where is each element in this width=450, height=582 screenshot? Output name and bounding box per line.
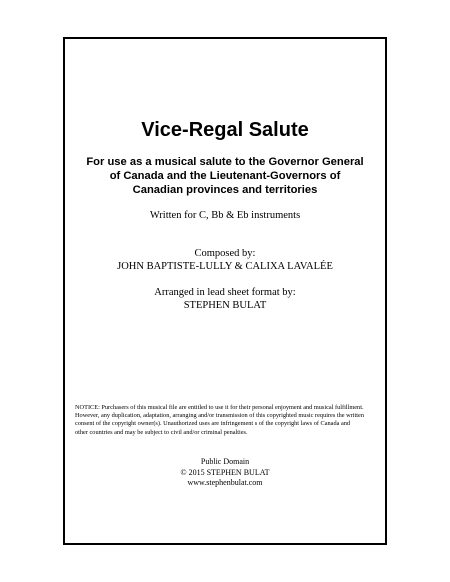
notice-line: However, any duplication, adaptation, arranging and/or transmission of this copyrighted music requires the written <box>75 412 364 420</box>
license-text: Public Domain <box>200 457 250 466</box>
document-subtitle <box>73 155 377 197</box>
notice-line: other countries and may be subject to civil and/or criminal penalties. <box>75 428 248 436</box>
instrumentation-note: Written for C, Bb & Eb instruments <box>149 210 301 221</box>
composer-credit <box>65 248 385 273</box>
subtitle-line: of Canada and the Lieutenant-Governors of <box>109 170 341 182</box>
arranger-credit <box>65 287 385 312</box>
subtitle-line: For use as a musical salute to the Governor General <box>86 156 364 168</box>
notice-line: consent of the copyright owner(s). Unauthorized uses are infringement s of the copyright laws of Canada and <box>75 420 351 428</box>
copyright-notice <box>75 404 377 437</box>
website-link: www.stephenbulat.com <box>187 478 263 487</box>
arranger-name: STEPHEN BULAT <box>183 299 267 311</box>
arranged-by-label: Arranged in lead sheet format by: <box>154 287 296 298</box>
composer-names: JOHN BAPTISTE-LULLY & CALIXA LAVALÉE <box>117 260 333 272</box>
footer <box>65 457 385 489</box>
page-frame <box>63 37 387 545</box>
subtitle-line: Canadian provinces and territories <box>132 184 318 196</box>
notice-line: NOTICE: Purchasers of this musical file are entitled to use it for their personal enjoyment and musical fulfillment. <box>75 404 364 411</box>
composed-by-label: Composed by: <box>194 248 256 259</box>
copyright-text: © 2015 STEPHEN BULAT <box>180 467 270 477</box>
document-title: Vice-Regal Salute <box>141 119 309 141</box>
